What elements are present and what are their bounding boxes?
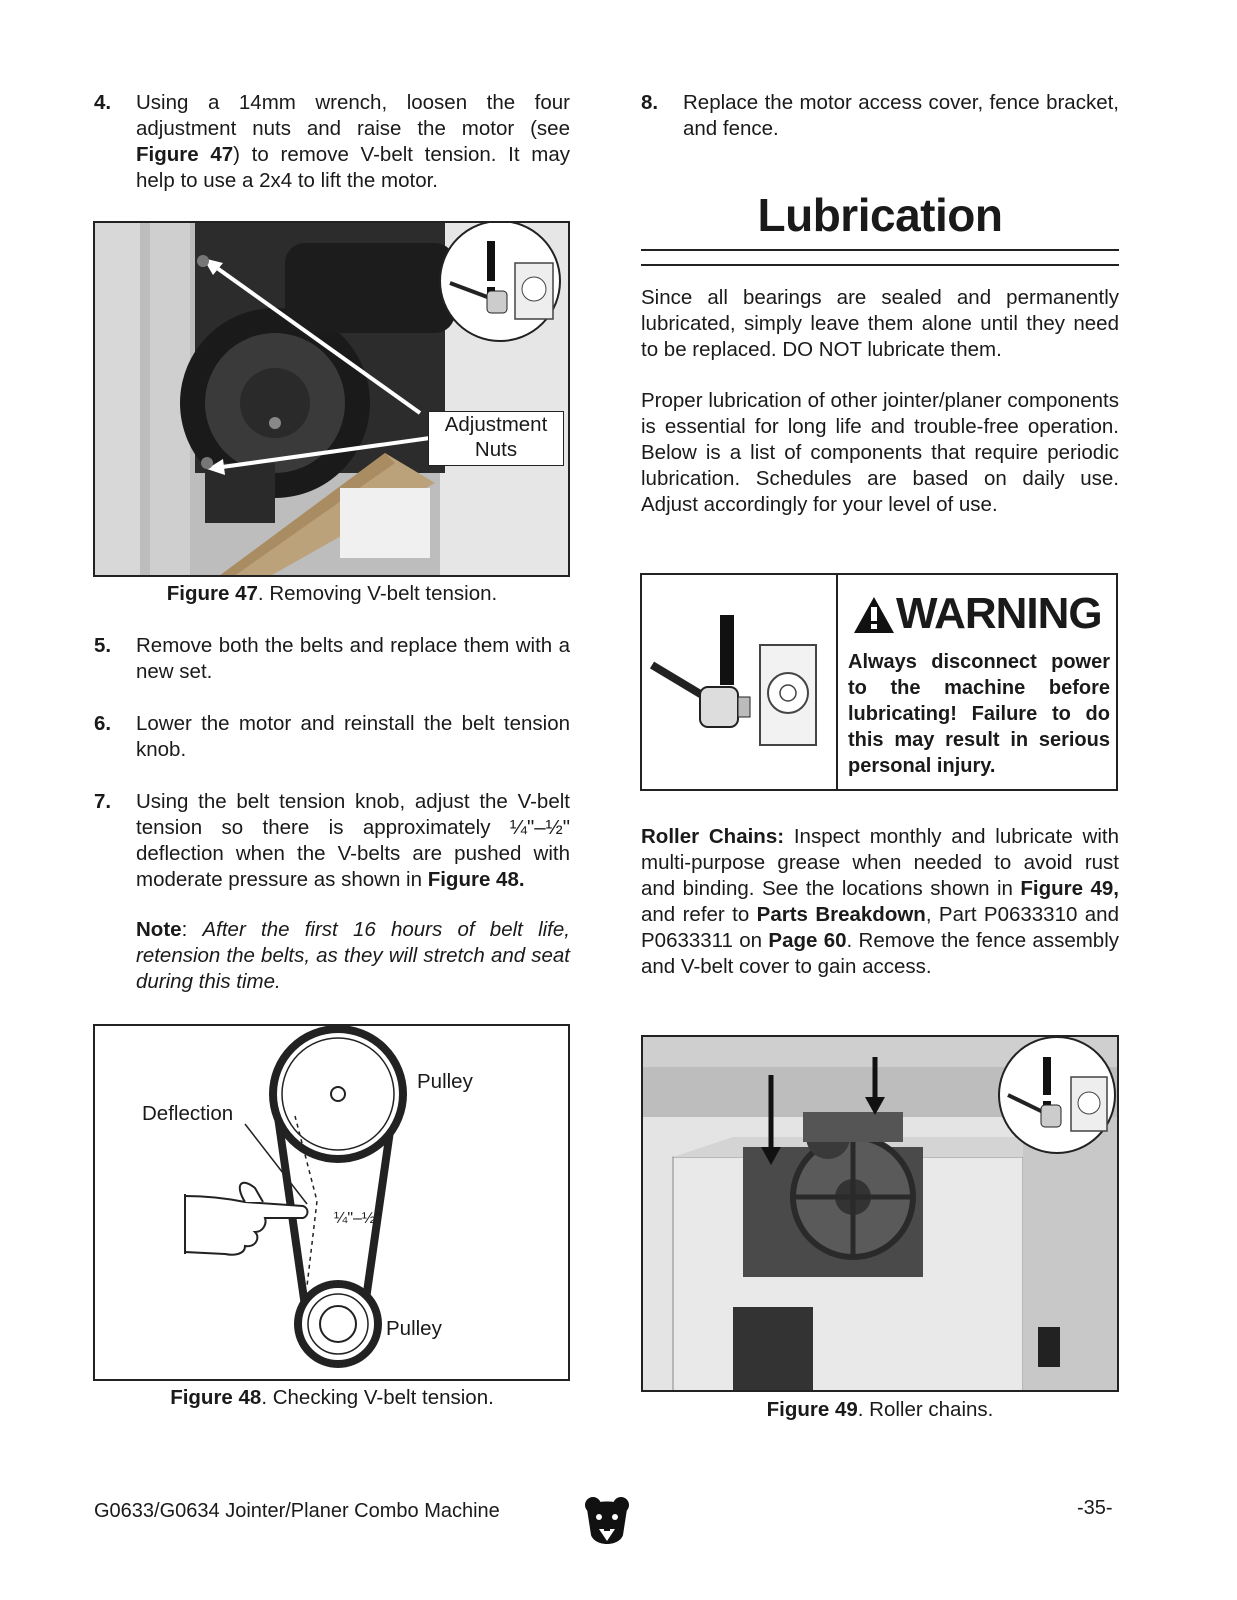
deflection-range-label: ¼"–½" (334, 1210, 381, 1227)
section-heading: Lubrication (757, 189, 1003, 241)
step-text: Using a 14mm wrench, loosen the four adjustment nuts and raise the motor (see Figure 47) to remove V-belt tension. It may help to use a 2x4 to lift the motor. (136, 91, 571, 192)
bear-logo-icon (583, 1495, 631, 1551)
warning-box (640, 573, 1118, 791)
lubrication-paragraph-1: Since all bearings are sealed and permanently lubricated, simply leave them alone until they need to be replaced. DO NOT lubricate them. (641, 286, 1119, 361)
step-6: 6. Lower the motor and reinstall the belt tension knob. (94, 712, 570, 761)
roller-chains-paragraph: Roller Chains: Inspect monthly and lubricate with multi-purpose grease when needed to avoid rust and binding. See the locations shown in Figure 49, and refer to Parts Breakdown, Part P0633310 and P0633311 on Page 60. Remove the fence assembly and V-belt cover to gain access. (641, 825, 1120, 978)
footer-title: G0633/G0634 Jointer/Planer Combo Machine (94, 1500, 500, 1522)
warning-title: WARNING (896, 589, 1102, 638)
page-number: -35- (1077, 1497, 1113, 1519)
unplug-icon (642, 575, 832, 789)
lubrication-paragraph-2: Proper lubrication of other jointer/planer components is essential for long life and trouble-free operation. Below is a list of components that require periodic lubrication. Schedules are based on daily use. Adjust accordingly for your level of use. (641, 389, 1119, 516)
step-number: 4. (94, 91, 112, 114)
warning-divider (836, 575, 838, 789)
pulley-bottom-label: Pulley (386, 1317, 442, 1340)
figure-47-caption: Figure 47. Removing V-belt tension. (166, 582, 498, 605)
step-4 (94, 90, 570, 194)
pulley-top-label: Pulley (417, 1070, 473, 1093)
figure-49-caption: Figure 49. Roller chains. (766, 1398, 994, 1421)
warning-text: Always disconnect power to the machine before lubricating! Failure to do this may result in serious personal injury. (848, 651, 1110, 777)
note: Note: After the first 16 hours of belt life, retension the belts, as they will stretch and seat during this time. (136, 918, 570, 993)
figure-49-photo (641, 1035, 1119, 1392)
motor-photo-illustration (95, 223, 570, 577)
figure-48-caption: Figure 48. Checking V-belt tension. (170, 1386, 494, 1409)
adjustment-nuts-callout: Adjustment Nuts (428, 411, 564, 466)
step-7: 7. Using the belt tension knob, adjust the V-belt tension so there is approximately ¼"–½" deflection when the V-belts are pushed with moderate pressure as shown in Figure 48. (94, 790, 570, 891)
figure-ref: Figure 47 (136, 143, 234, 166)
belt-deflection-diagram (95, 1026, 570, 1381)
warning-triangle-icon (852, 595, 896, 635)
figure-48-diagram (93, 1024, 570, 1381)
deflection-label: Deflection (142, 1102, 234, 1125)
heading-rule-bottom (641, 264, 1119, 266)
heading-rule-top (641, 249, 1119, 251)
figure-47-photo (93, 221, 570, 577)
roller-chains-photo-illustration (643, 1037, 1119, 1392)
step-8: 8. Replace the motor access cover, fence bracket, and fence. (641, 91, 1119, 140)
page-link[interactable]: Page 60 (768, 929, 847, 952)
step-5: 5. Remove both the belts and replace them with a new set. (94, 634, 570, 683)
